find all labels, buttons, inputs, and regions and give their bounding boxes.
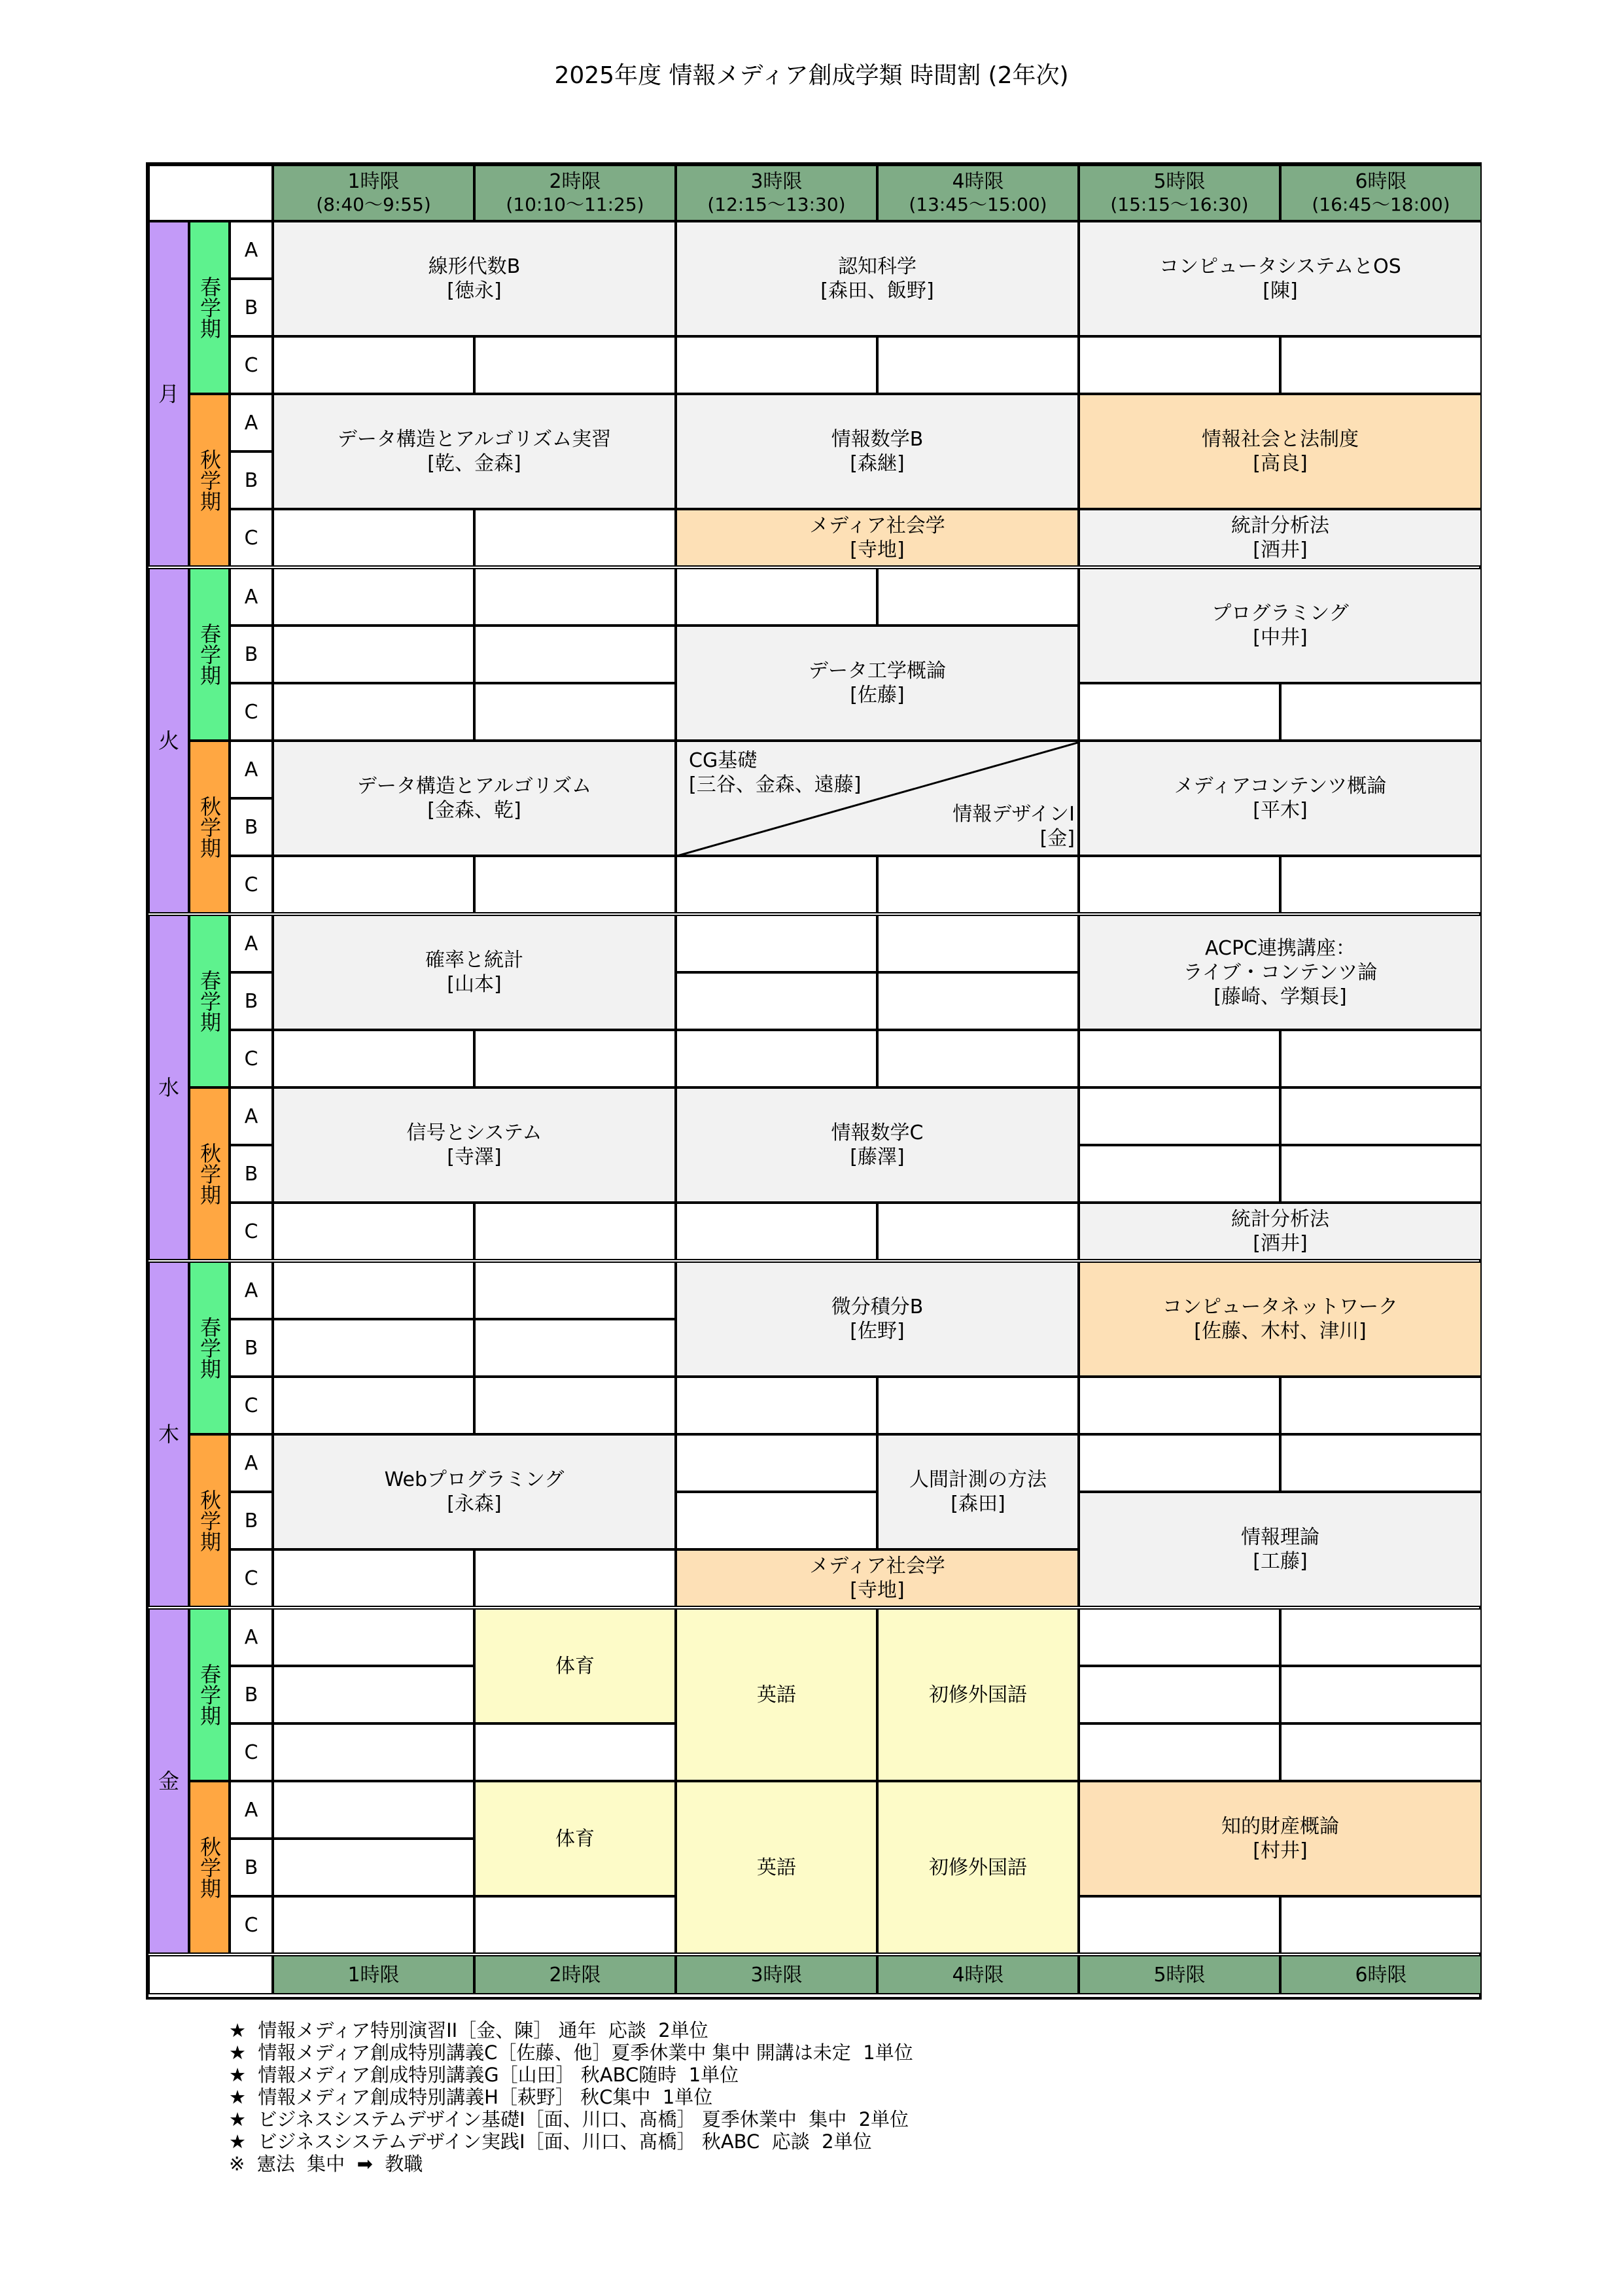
empty-cell bbox=[676, 972, 877, 1030]
term-label-spring bbox=[189, 1608, 230, 1781]
empty-cell bbox=[474, 683, 676, 741]
course-teacher: [村井] bbox=[1253, 1839, 1308, 1862]
course-name: 英語 bbox=[757, 1683, 796, 1706]
empty-cell bbox=[877, 568, 1079, 626]
notes bbox=[229, 2019, 913, 2175]
course-name: 認知科学 bbox=[838, 255, 916, 278]
course-cell bbox=[676, 1608, 877, 1781]
course-cell bbox=[676, 626, 1079, 741]
module-name: B bbox=[244, 1336, 258, 1360]
term-label-autumn bbox=[189, 1087, 230, 1260]
course-cell bbox=[676, 221, 1079, 336]
course-teacher: [寺地] bbox=[850, 539, 905, 561]
empty-cell bbox=[877, 915, 1079, 972]
period-header bbox=[273, 165, 474, 221]
course-cell bbox=[676, 1087, 1079, 1203]
period-time: (15:15〜16:30) bbox=[1110, 194, 1249, 215]
period-label: 2時限 bbox=[549, 1963, 601, 1987]
module-name: A bbox=[244, 1104, 258, 1128]
page-title: 2025年度 情報メディア創成学類 時間割 (2年次) bbox=[554, 62, 1069, 89]
day-name: 金 bbox=[158, 1768, 179, 1793]
note-line: ★ 情報メディア創成特別講義G［山田］ 秋ABC随時 1単位 bbox=[229, 2064, 739, 2086]
course-teacher: [山本] bbox=[447, 973, 502, 996]
module-label bbox=[230, 1434, 273, 1492]
empty-cell bbox=[676, 1492, 877, 1549]
module-name: C bbox=[244, 1220, 258, 1243]
empty-cell bbox=[474, 1262, 676, 1319]
course-teacher: [森田、飯野] bbox=[820, 279, 934, 302]
empty-cell bbox=[1079, 1377, 1280, 1434]
empty-cell bbox=[474, 1723, 676, 1781]
module-name: B bbox=[244, 1856, 258, 1879]
course-teacher: [金] bbox=[1039, 827, 1075, 850]
module-label bbox=[230, 741, 273, 798]
period-footer bbox=[1079, 1955, 1280, 1994]
module-name: A bbox=[244, 238, 258, 262]
module-name: C bbox=[244, 526, 258, 550]
period-label: 5時限 bbox=[1153, 1963, 1206, 1987]
term-name: 春学期 bbox=[197, 970, 222, 1033]
corner-cell bbox=[148, 165, 273, 221]
course-name: 情報理論 bbox=[1241, 1526, 1319, 1549]
course-teacher: [金森、乾] bbox=[427, 799, 521, 822]
course-teacher: [寺地] bbox=[850, 1579, 905, 1602]
course-teacher: [森継] bbox=[850, 452, 905, 475]
module-label bbox=[230, 1549, 273, 1607]
course-name: Webプログラミング bbox=[384, 1468, 565, 1491]
module-name: C bbox=[244, 1740, 258, 1764]
module-label bbox=[230, 1203, 273, 1260]
empty-cell bbox=[1280, 1666, 1482, 1723]
term-label-autumn bbox=[189, 1434, 230, 1607]
course-name: 情報数学B bbox=[831, 428, 924, 451]
period-label: 1時限 bbox=[347, 1963, 400, 1987]
day-label bbox=[148, 915, 189, 1260]
course-cell bbox=[273, 915, 676, 1030]
course-name: プログラミング bbox=[1212, 602, 1349, 625]
module-name: C bbox=[244, 1047, 258, 1070]
course-cell bbox=[1079, 1492, 1482, 1607]
empty-cell bbox=[1079, 683, 1280, 741]
term-name: 秋学期 bbox=[197, 1836, 222, 1899]
course-name: 信号とシステム bbox=[406, 1122, 542, 1144]
empty-cell bbox=[474, 1549, 676, 1607]
module-name: A bbox=[244, 1798, 258, 1822]
term-name: 春学期 bbox=[197, 623, 222, 686]
module-name: C bbox=[244, 353, 258, 377]
empty-cell bbox=[1280, 1434, 1482, 1492]
note-line: ★ 情報メディア創成特別講義C［佐藤、他］夏季休業中 集中 開講は未定 1単位 bbox=[229, 2041, 913, 2064]
course-teacher: [三谷、金森、遠藤] bbox=[689, 773, 862, 796]
period-label: 2時限 bbox=[549, 170, 601, 193]
course-cell bbox=[1079, 221, 1482, 336]
empty-cell bbox=[474, 336, 676, 394]
empty-cell bbox=[1079, 1666, 1280, 1723]
course-name: 統計分析法 bbox=[1231, 514, 1329, 537]
empty-cell bbox=[273, 1203, 474, 1260]
empty-cell bbox=[474, 568, 676, 626]
module-label bbox=[230, 1781, 273, 1839]
course-cell bbox=[676, 1262, 1079, 1377]
module-name: B bbox=[244, 468, 258, 492]
course-cell bbox=[273, 394, 676, 509]
empty-cell bbox=[474, 626, 676, 683]
module-label bbox=[230, 683, 273, 741]
module-label bbox=[230, 1030, 273, 1087]
split-course-cell bbox=[676, 741, 1079, 856]
empty-cell bbox=[1280, 1608, 1482, 1666]
split-bottom-course bbox=[952, 802, 1075, 851]
empty-cell bbox=[273, 568, 474, 626]
empty-cell bbox=[1280, 1723, 1482, 1781]
period-time: (12:15〜13:30) bbox=[707, 194, 846, 215]
course-name: ACPC連携講座： bbox=[1205, 936, 1355, 960]
empty-cell bbox=[273, 1666, 474, 1723]
period-footer bbox=[474, 1955, 676, 1994]
course-cell bbox=[474, 1608, 676, 1723]
term-name: 春学期 bbox=[197, 1663, 222, 1726]
course-name: 英語 bbox=[757, 1856, 796, 1879]
module-label bbox=[230, 1319, 273, 1377]
period-label: 6時限 bbox=[1355, 170, 1407, 193]
course-teacher: [高良] bbox=[1253, 452, 1308, 475]
term-label-autumn bbox=[189, 741, 230, 913]
course-name: 人間計測の方法 bbox=[909, 1468, 1047, 1491]
module-label bbox=[230, 1896, 273, 1954]
empty-cell bbox=[273, 1319, 474, 1377]
course-name: データ構造とアルゴリズム実習 bbox=[337, 428, 612, 451]
empty-cell bbox=[1280, 1145, 1482, 1203]
course-cell bbox=[1079, 1262, 1482, 1377]
module-name: A bbox=[244, 1451, 258, 1475]
course-name: 初修外国語 bbox=[929, 1856, 1027, 1879]
empty-cell bbox=[474, 1319, 676, 1377]
term-label-spring bbox=[189, 1262, 230, 1434]
course-teacher: [藤澤] bbox=[850, 1146, 905, 1169]
corner-cell bbox=[148, 1955, 273, 1994]
empty-cell bbox=[1280, 856, 1482, 913]
module-name: C bbox=[244, 1566, 258, 1590]
course-cell bbox=[676, 1549, 1079, 1607]
empty-cell bbox=[1079, 336, 1280, 394]
module-name: B bbox=[244, 296, 258, 319]
course-teacher: [平木] bbox=[1253, 799, 1308, 822]
module-name: A bbox=[244, 1625, 258, 1649]
course-teacher: [藤崎、学類長] bbox=[1213, 985, 1347, 1008]
course-teacher: [乾、金森] bbox=[427, 452, 521, 475]
day-name: 火 bbox=[158, 728, 179, 753]
term-name: 秋学期 bbox=[197, 1489, 222, 1552]
course-name: メディア社会学 bbox=[809, 514, 945, 537]
term-label-spring bbox=[189, 915, 230, 1087]
period-header bbox=[474, 165, 676, 221]
course-name: 統計分析法 bbox=[1231, 1208, 1329, 1231]
day-name: 月 bbox=[158, 381, 179, 406]
module-name: B bbox=[244, 1509, 258, 1532]
empty-cell bbox=[877, 1377, 1079, 1434]
empty-cell bbox=[273, 1608, 474, 1666]
day-label bbox=[148, 1608, 189, 1954]
module-label bbox=[230, 856, 273, 913]
period-time: (16:45〜18:00) bbox=[1312, 194, 1450, 215]
empty-cell bbox=[1079, 856, 1280, 913]
module-name: A bbox=[244, 411, 258, 434]
module-label bbox=[230, 279, 273, 336]
course-cell bbox=[676, 509, 1079, 567]
course-cell bbox=[877, 1434, 1079, 1549]
period-header bbox=[1280, 165, 1482, 221]
course-cell bbox=[273, 741, 676, 856]
empty-cell bbox=[676, 336, 877, 394]
module-label bbox=[230, 972, 273, 1030]
period-label: 4時限 bbox=[952, 1963, 1004, 1987]
course-teacher: [永森] bbox=[447, 1492, 502, 1515]
course-teacher: [佐藤] bbox=[850, 684, 905, 707]
empty-cell bbox=[676, 1434, 877, 1492]
course-cell bbox=[1079, 509, 1482, 567]
empty-cell bbox=[1280, 1087, 1482, 1145]
timetable bbox=[146, 162, 1482, 2000]
course-teacher: [寺澤] bbox=[447, 1146, 502, 1169]
course-name: データ工学概論 bbox=[809, 660, 946, 682]
empty-cell bbox=[676, 1377, 877, 1434]
course-name: 情報デザインⅠ bbox=[952, 803, 1075, 826]
term-label-autumn bbox=[189, 394, 230, 567]
empty-cell bbox=[877, 1203, 1079, 1260]
module-label bbox=[230, 1608, 273, 1666]
course-teacher: [酒井] bbox=[1253, 1232, 1308, 1255]
module-label bbox=[230, 1145, 273, 1203]
term-label-spring bbox=[189, 568, 230, 741]
empty-cell bbox=[1079, 1030, 1280, 1087]
period-time: (13:45〜15:00) bbox=[909, 194, 1047, 215]
empty-cell bbox=[273, 1781, 474, 1839]
empty-cell bbox=[877, 972, 1079, 1030]
empty-cell bbox=[1280, 683, 1482, 741]
empty-cell bbox=[273, 683, 474, 741]
course-cell bbox=[676, 394, 1079, 509]
term-name: 春学期 bbox=[197, 276, 222, 339]
term-name: 秋学期 bbox=[197, 1142, 222, 1205]
term-label-autumn bbox=[189, 1781, 230, 1954]
course-teacher: [森田] bbox=[951, 1492, 1005, 1515]
course-name: 初修外国語 bbox=[929, 1683, 1027, 1706]
course-cell bbox=[877, 1781, 1079, 1954]
module-label bbox=[230, 798, 273, 856]
day-name: 木 bbox=[158, 1421, 179, 1447]
empty-cell bbox=[1280, 1030, 1482, 1087]
module-name: B bbox=[244, 643, 258, 666]
period-label: 3時限 bbox=[750, 1963, 803, 1987]
module-name: B bbox=[244, 1683, 258, 1706]
module-name: B bbox=[244, 989, 258, 1013]
period-footer bbox=[1280, 1955, 1482, 1994]
empty-cell bbox=[273, 1839, 474, 1896]
period-label: 3時限 bbox=[750, 170, 803, 193]
empty-cell bbox=[676, 1203, 877, 1260]
course-name: コンピュータネットワーク bbox=[1162, 1296, 1398, 1318]
module-name: C bbox=[244, 1394, 258, 1417]
empty-cell bbox=[273, 1723, 474, 1781]
course-cell bbox=[1079, 568, 1482, 683]
term-label-spring bbox=[189, 221, 230, 394]
module-name: C bbox=[244, 1913, 258, 1937]
empty-cell bbox=[676, 915, 877, 972]
empty-cell bbox=[676, 568, 877, 626]
empty-cell bbox=[474, 509, 676, 567]
course-name: メディア社会学 bbox=[809, 1555, 945, 1578]
module-name: A bbox=[244, 1279, 258, 1302]
course-name: 微分積分B bbox=[831, 1296, 924, 1318]
period-footer bbox=[877, 1955, 1079, 1994]
empty-cell bbox=[474, 1896, 676, 1954]
period-footer bbox=[676, 1955, 877, 1994]
module-name: B bbox=[244, 815, 258, 839]
course-teacher: [工藤] bbox=[1253, 1550, 1308, 1573]
split-top-course bbox=[689, 749, 861, 797]
note-line: ★ 情報メディア創成特別講義H［萩野］ 秋C集中 1単位 bbox=[229, 2086, 713, 2108]
day-name: 水 bbox=[158, 1074, 179, 1100]
course-name: ライブ・コンテンツ論 bbox=[1183, 961, 1378, 984]
period-time: (10:10〜11:25) bbox=[506, 194, 644, 215]
course-name: メディアコンテンツ概論 bbox=[1174, 775, 1387, 798]
note-line: ※ 憲法 集中 ➡ 教職 bbox=[229, 2153, 423, 2175]
empty-cell bbox=[273, 1377, 474, 1434]
empty-cell bbox=[273, 336, 474, 394]
empty-cell bbox=[273, 1896, 474, 1954]
course-name: 情報数学C bbox=[831, 1122, 924, 1144]
empty-cell bbox=[1079, 1608, 1280, 1666]
course-cell bbox=[273, 221, 676, 336]
empty-cell bbox=[474, 1377, 676, 1434]
course-cell bbox=[1079, 1203, 1482, 1260]
day-label bbox=[148, 568, 189, 913]
module-label bbox=[230, 451, 273, 509]
course-teacher: [陳] bbox=[1263, 279, 1298, 302]
course-cell bbox=[1079, 1781, 1482, 1896]
course-cell bbox=[877, 1608, 1079, 1781]
empty-cell bbox=[474, 1203, 676, 1260]
empty-cell bbox=[676, 1030, 877, 1087]
module-label bbox=[230, 1666, 273, 1723]
period-header bbox=[1079, 165, 1280, 221]
course-name: CG基礎 bbox=[689, 749, 758, 772]
empty-cell bbox=[877, 1030, 1079, 1087]
module-label bbox=[230, 1839, 273, 1896]
empty-cell bbox=[474, 856, 676, 913]
day-label bbox=[148, 1262, 189, 1607]
course-cell bbox=[273, 1087, 676, 1203]
course-teacher: [中井] bbox=[1253, 626, 1308, 649]
empty-cell bbox=[273, 1262, 474, 1319]
course-name: 体育 bbox=[555, 1827, 595, 1850]
empty-cell bbox=[1280, 336, 1482, 394]
module-label bbox=[230, 626, 273, 683]
course-teacher: [佐藤、木村、津川] bbox=[1194, 1320, 1367, 1343]
empty-cell bbox=[273, 626, 474, 683]
empty-cell bbox=[1280, 1377, 1482, 1434]
empty-cell bbox=[273, 1030, 474, 1087]
empty-cell bbox=[1079, 1896, 1280, 1954]
empty-cell bbox=[877, 336, 1079, 394]
period-time: (8:40〜9:55) bbox=[316, 194, 431, 215]
note-line: ★ 情報メディア特別演習II［金、陳］ 通年 応談 2単位 bbox=[229, 2019, 708, 2041]
course-name: 情報社会と法制度 bbox=[1202, 428, 1359, 451]
module-label bbox=[230, 568, 273, 626]
module-name: C bbox=[244, 873, 258, 896]
module-label bbox=[230, 1492, 273, 1549]
period-header bbox=[676, 165, 877, 221]
course-cell bbox=[1079, 394, 1482, 509]
empty-cell bbox=[1079, 1434, 1280, 1492]
module-name: A bbox=[244, 932, 258, 955]
course-cell bbox=[1079, 741, 1482, 856]
course-name: 線形代数B bbox=[428, 255, 521, 278]
empty-cell bbox=[273, 509, 474, 567]
empty-cell bbox=[877, 856, 1079, 913]
empty-cell bbox=[676, 856, 877, 913]
course-cell bbox=[474, 1781, 676, 1896]
term-name: 春学期 bbox=[197, 1316, 222, 1379]
empty-cell bbox=[1280, 1896, 1482, 1954]
course-name: 知的財産概論 bbox=[1221, 1815, 1339, 1838]
course-cell bbox=[676, 1781, 877, 1954]
term-name: 秋学期 bbox=[197, 449, 222, 512]
module-label bbox=[230, 1087, 273, 1145]
course-name: コンピュータシステムとOS bbox=[1159, 255, 1401, 278]
module-label bbox=[230, 915, 273, 972]
course-name: 確率と統計 bbox=[425, 949, 523, 972]
module-name: A bbox=[244, 758, 258, 781]
course-name: 体育 bbox=[555, 1654, 595, 1678]
note-line: ★ ビジネスシステムデザイン基礎I［面、川口、髙橋］ 夏季休業中 集中 2単位 bbox=[229, 2108, 909, 2130]
period-label: 6時限 bbox=[1355, 1963, 1407, 1987]
module-label bbox=[230, 336, 273, 394]
empty-cell bbox=[1079, 1145, 1280, 1203]
empty-cell bbox=[1079, 1087, 1280, 1145]
period-header bbox=[877, 165, 1079, 221]
course-cell bbox=[273, 1434, 676, 1549]
period-label: 4時限 bbox=[952, 170, 1004, 193]
module-label bbox=[230, 1377, 273, 1434]
empty-cell bbox=[474, 1030, 676, 1087]
module-label bbox=[230, 394, 273, 451]
note-line: ★ ビジネスシステムデザイン実践I［面、川口、髙橋］ 秋ABC 応談 2単位 bbox=[229, 2130, 872, 2153]
course-teacher: [酒井] bbox=[1253, 539, 1308, 561]
module-name: A bbox=[244, 585, 258, 609]
module-label bbox=[230, 1262, 273, 1319]
module-name: C bbox=[244, 700, 258, 724]
empty-cell bbox=[273, 856, 474, 913]
module-name: B bbox=[244, 1162, 258, 1186]
course-teacher: [佐野] bbox=[850, 1320, 905, 1343]
period-footer bbox=[273, 1955, 474, 1994]
period-label: 5時限 bbox=[1153, 170, 1206, 193]
term-name: 秋学期 bbox=[197, 796, 222, 858]
empty-cell bbox=[273, 1549, 474, 1607]
module-label bbox=[230, 509, 273, 567]
module-label bbox=[230, 1723, 273, 1781]
course-cell bbox=[1079, 915, 1482, 1030]
empty-cell bbox=[1079, 1723, 1280, 1781]
course-teacher: [徳永] bbox=[447, 279, 502, 302]
day-label bbox=[148, 221, 189, 567]
module-label bbox=[230, 221, 273, 279]
course-name: データ構造とアルゴリズム bbox=[357, 775, 592, 798]
period-label: 1時限 bbox=[347, 170, 400, 193]
